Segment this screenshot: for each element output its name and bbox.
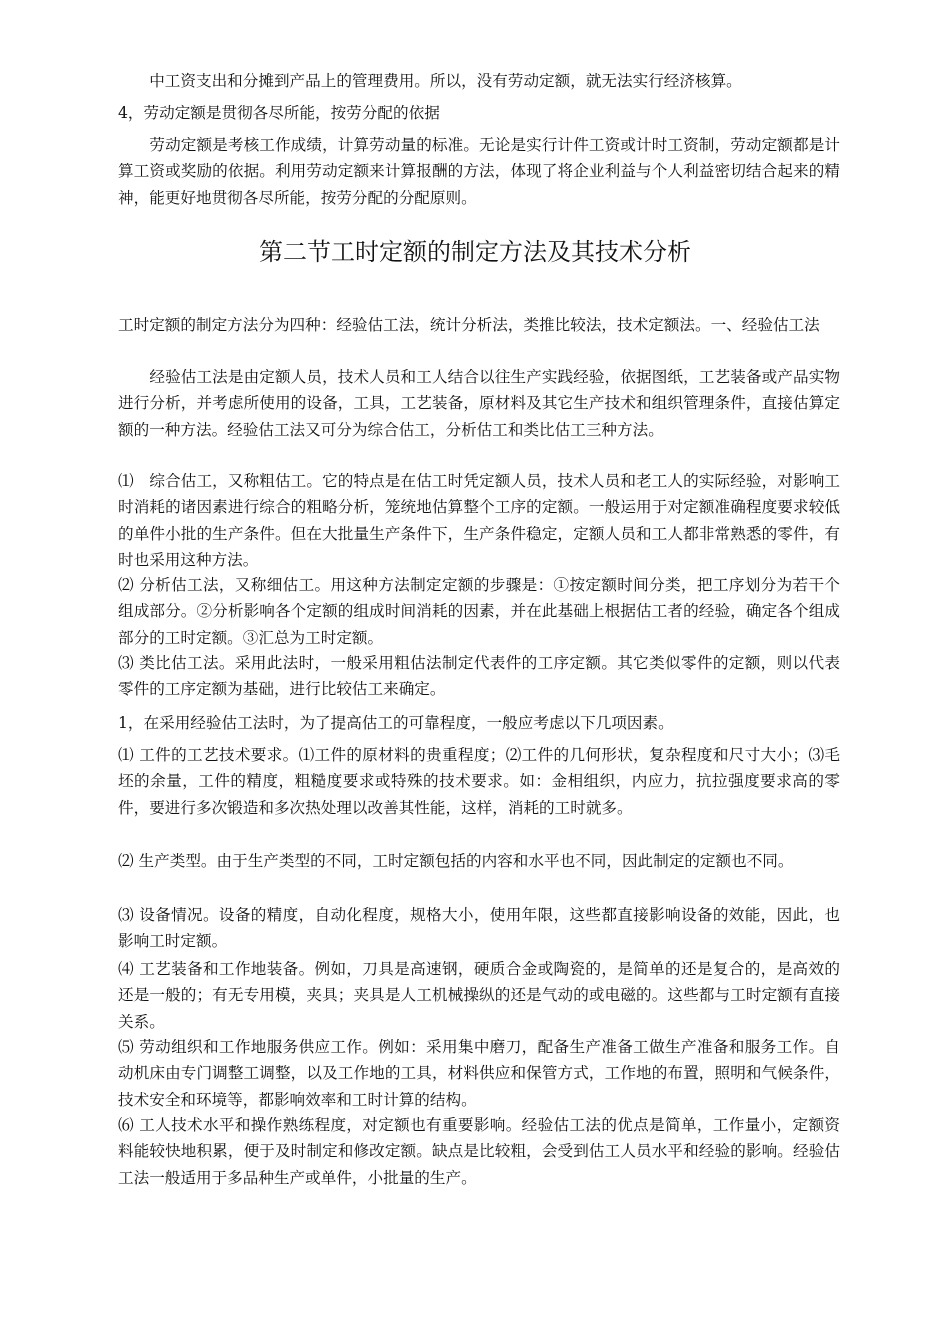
paragraph-factor-equipment: ⑶ 设备情况。设备的精度，自动化程度，规格大小，使用年限，这些都直接影响设备的效能，因此，也影响工时定额。	[118, 906, 840, 951]
paragraph-methods-overview: 工时定额的制定方法分为四种：经验估工法，统计分析法，类推比较法，技术定额法。一、经验估工法	[118, 316, 820, 334]
paragraph-factor-process-requirements: ⑴ 工件的工艺技术要求。⑴工件的原材料的贵重程度；⑵工件的几何形状，复杂程度和尺寸大小；⑶毛坯的余量，工件的精度，粗糙度要求或特殊的技术要求。如：金相组织，内应力，抗拉强度要求高的零件，要进行多次锻造和多次热处理以改善其性能，这样，消耗的工时就多。	[118, 746, 840, 817]
paragraph-factor-production-type: ⑵ 生产类型。由于生产类型的不同，工时定额包括的内容和水平也不同，因此制定的定额也不同。	[118, 852, 794, 870]
paragraph-factor-worker-skill: ⑹ 工人技术水平和操作熟练程度，对定额也有重要影响。经验估工法的优点是简单，工作量小，定额资料能较快地积累，便于及时制定和修改定额。缺点是比较粗，会受到估工人员水平和经验的影响。经验估工法一般适用于多品种生产或单件，小批量的生产。	[118, 1116, 840, 1187]
paragraph-factors-intro: 1，在采用经验估工法时，为了提高估工的可靠程度，一般应考虑以下几项因素。	[118, 714, 674, 732]
paragraph-labor-quota-standard: 劳动定额是考核工作成绩，计算劳动量的标准。无论是实行计件工资或计时工资制，劳动定额都是计算工资或奖励的依据。利用劳动定额来计算报酬的方法，体现了将企业利益与个人利益密切结合起来的精神，能更好地贯彻各尽所能，按劳分配的分配原则。	[118, 136, 840, 207]
paragraph-comprehensive-estimation: ⑴ 综合估工，又称粗估工。它的特点是在估工时凭定额人员，技术人员和老工人的实际经验，对影响工时消耗的诸因素进行综合的粗略分析，笼统地估算整个工序的定额。一般运用于对定额准确程度要求较低的单件小批的生产条件。但在大批量生产条件下，生产条件稳定，定额人员和工人都非常熟悉的零件，有时也采用这种方法。	[118, 472, 840, 570]
paragraph-analytical-estimation: ⑵ 分析估工法，又称细估工。用这种方法制定定额的步骤是：①按定额时间分类，把工序划分为若干个组成部分。②分析影响各个定额的组成时间消耗的因素，并在此基础上根据估工者的经验，确定各个组成部分的工时定额。③汇总为工时定额。	[118, 576, 840, 647]
paragraph-experience-estimation: 经验估工法是由定额人员，技术人员和工人结合以往生产实践经验，依据图纸，工艺装备或产品实物进行分析，并考虑所使用的设备，工具，工艺装备，原材料及其它生产技术和组织管理条件，直接估算定额的一种方法。经验估工法又可分为综合估工，分析估工和类比估工三种方法。	[118, 368, 840, 439]
paragraph-analogy-estimation: ⑶ 类比估工法。采用此法时，一般采用粗估法制定代表件的工序定额。其它类似零件的定额，则以代表零件的工序定额为基础，进行比较估工来确定。	[118, 654, 840, 699]
paragraph-factor-labor-organization: ⑸ 劳动组织和工作地服务供应工作。例如：采用集中磨刀，配备生产准备工做生产准备和服务工作。自动机床由专门调整工调整，以及工作地的工具，材料供应和保管方式，工作地的布置，照明和气候条件，技术安全和环境等，都影响效率和工时计算的结构。	[118, 1038, 840, 1109]
section-heading: 第二节工时定额的制定方法及其技术分析	[259, 238, 691, 266]
subheading-labor-quota-basis: 4，劳动定额是贯彻各尽所能，按劳分配的依据	[118, 104, 440, 122]
paragraph-factor-tooling: ⑷ 工艺装备和工作地装备。例如，刀具是高速钢，硬质合金或陶瓷的，是简单的还是复合的，是高效的还是一般的；有无专用模，夹具；夹具是人工机械操纵的还是气动的或电磁的。这些都与工时定额有直接关系。	[118, 960, 840, 1031]
paragraph-continuation: 中工资支出和分摊到产品上的管理费用。所以，没有劳动定额，就无法实行经济核算。	[118, 72, 742, 90]
